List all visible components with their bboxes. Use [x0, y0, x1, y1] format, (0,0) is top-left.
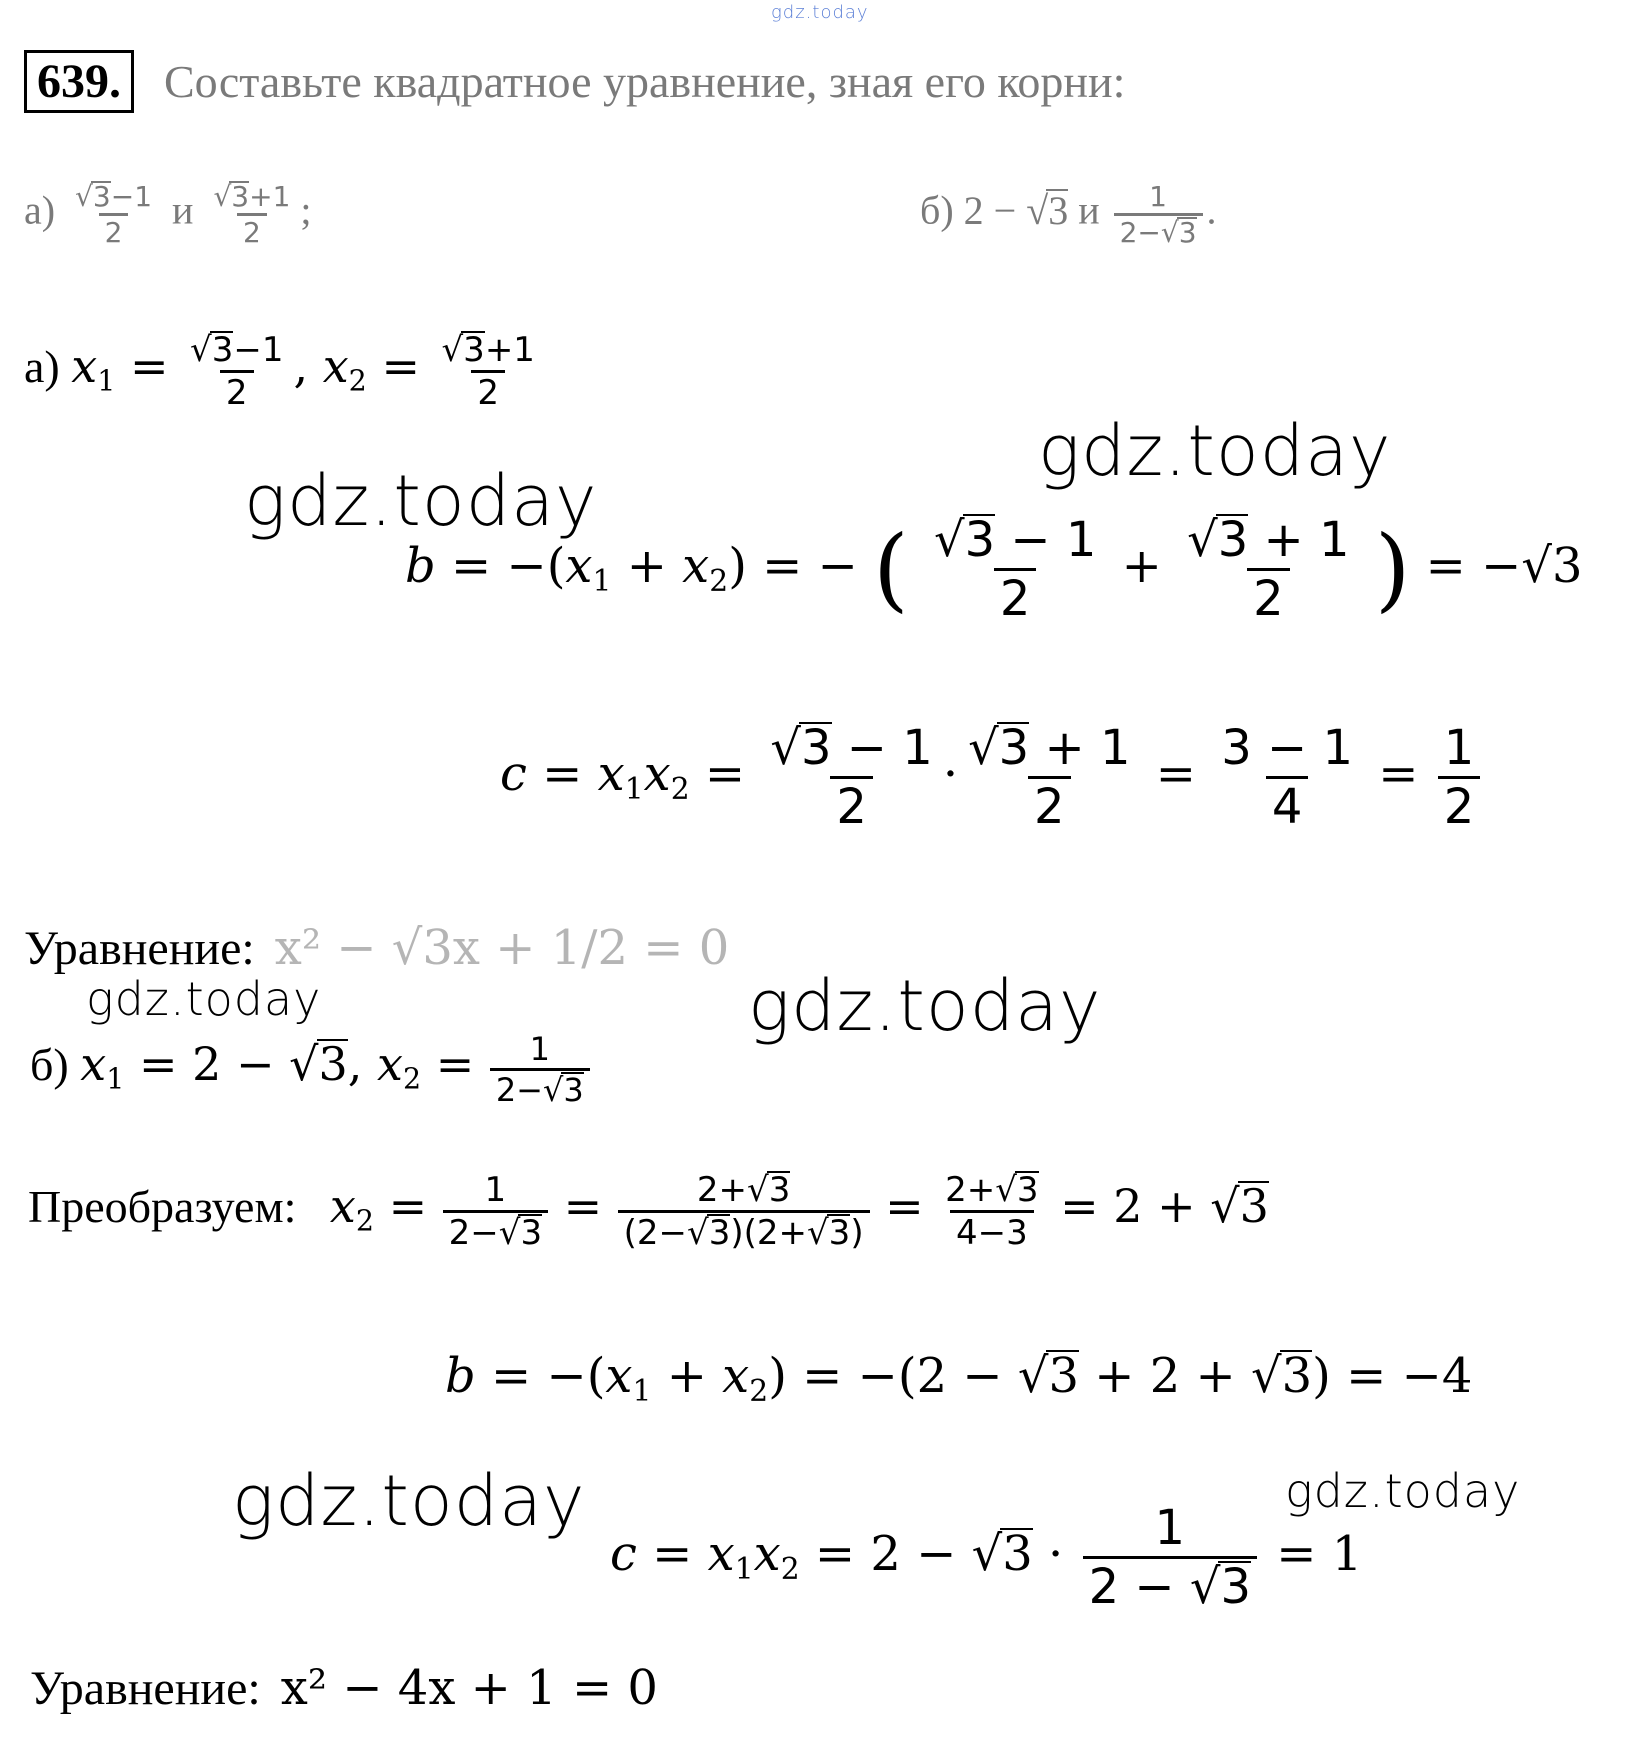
solution-a-b: $b = -(x_1 + x_2)$ = − ( $\frac{√3 - 1}{2}$ + $\frac{√3 + 1}{2}$ ) = −√3: [405, 512, 1583, 627]
task-header: [24, 52, 1125, 112]
solution-a-c-final-num: 1: [1443, 720, 1475, 776]
watermark: gdz.today: [244, 460, 598, 542]
solution-b-b-result: = −4: [1346, 1348, 1473, 1404]
task-part-b-label: б): [920, 187, 954, 233]
task-b-root2: $\frac{1}{2-√3}$: [1114, 180, 1203, 249]
task-number: 639.: [24, 50, 134, 113]
task-part-a-label: а): [24, 187, 56, 233]
solution-a-c-final-den: 2: [1438, 776, 1481, 835]
solution-b-roots: б) $x_1 = 2 - √3$, $x_2$ = $\frac{1}{2-√3}$: [30, 1030, 594, 1109]
solution-a-c: $c = x_1x_2$ = $\frac{√3 - 1}{2}$ · $\frac{√3 + 1}{2}$ = $\frac{3 - 1}{4}$ = $\frac{1}{2}$: [500, 720, 1484, 835]
solution-a-c-num: 3 − 1: [1221, 720, 1354, 776]
watermark: gdz.today: [232, 1460, 586, 1542]
task-title: Составьте квадратное уравнение, зная его корни:: [164, 56, 1126, 107]
solution-b-b: $b = -(x_1 + x_2) = -(2 - √3 + 2 + √3) = -4$: [445, 1348, 1473, 1409]
solution-a-roots: а) $x_1$ = $\frac{√3-1}{2}$ , $x_2$ = $\frac{√3+1}{2}$: [24, 330, 545, 413]
solution-b-c: $c = x_1x_2 = 2 - √3$ · $\frac{1}{2 - √3}$ = 1: [610, 1500, 1363, 1615]
task-part-a-and: и: [172, 187, 194, 233]
solution-a-b-result: = −√3: [1425, 538, 1583, 594]
task-part-a: [24, 180, 312, 249]
solution-b-equation: [30, 1660, 658, 1716]
task-part-b-end: .: [1206, 187, 1217, 233]
solution-a-x2: $\frac{√3+1}{2}$: [441, 330, 535, 413]
solution-b-equation-label: Уравнение:: [30, 1662, 261, 1715]
watermark: gdz.today: [748, 965, 1102, 1047]
task-part-b: [920, 180, 1217, 249]
task-b-root1: 2 − √3: [963, 187, 1069, 233]
solution-a-x1: $\frac{√3-1}{2}$: [190, 330, 284, 413]
task-part-a-end: ;: [300, 187, 312, 233]
watermark: gdz.today: [86, 972, 322, 1026]
solution-a-equation-text: x² − √3x + 1/2 = 0: [274, 920, 730, 976]
task-a-root2: $\frac{√3+1}{2}$: [213, 180, 291, 249]
solution-a-equation-label: Уравнение:: [24, 922, 255, 975]
solution-b-x2: $\frac{1}{2-√3}$: [490, 1030, 590, 1109]
solution-a-label: а): [24, 341, 60, 393]
watermark: gdz.today: [1038, 410, 1392, 492]
solution-b-equation-text: x² − 4x + 1 = 0: [280, 1660, 658, 1716]
solution-a-c-den: 4: [1266, 776, 1309, 835]
solution-b-c-result: = 1: [1276, 1526, 1363, 1582]
task-part-b-and: и: [1078, 187, 1100, 233]
solution-a-equation: [24, 920, 729, 976]
solution-b-transform: Преобразуем: $x_2$ = $\frac{1}{2-√3}$ = $\frac{2+√3}{(2-√3)(2+√3)}$ = $\frac{2+√3}{4-3}$ = 2 + √3: [28, 1170, 1269, 1253]
solution-b-label: б): [30, 1039, 69, 1091]
task-a-root1: $\frac{√3-1}{2}$: [75, 180, 153, 249]
watermark-top: gdz.today: [771, 2, 869, 23]
solution-b-transform-label: Преобразуем:: [28, 1181, 297, 1233]
watermark: gdz.today: [1285, 1464, 1521, 1518]
